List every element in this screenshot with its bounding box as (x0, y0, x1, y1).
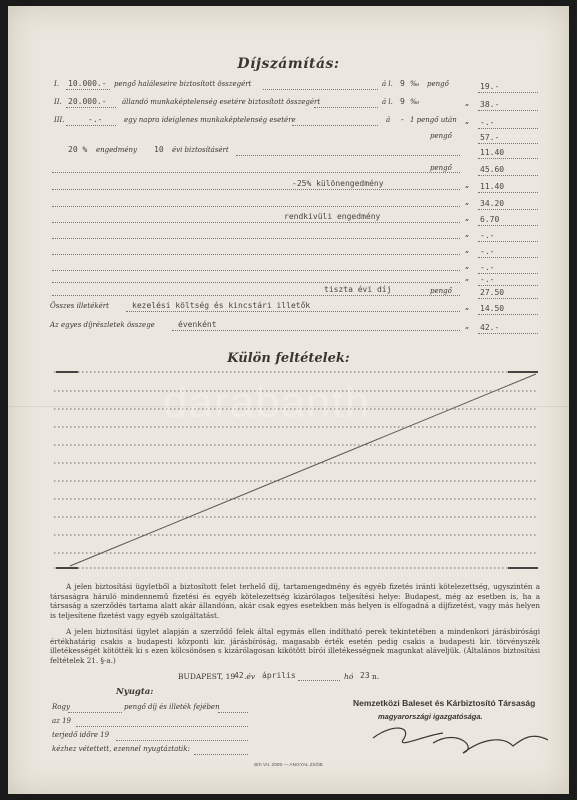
fee-row-3 (8, 116, 569, 130)
line-field (478, 213, 538, 226)
row-amount: 10.000.- (68, 79, 107, 88)
row-rate: 9 (400, 97, 405, 106)
discount-value: 11.40 (480, 148, 505, 157)
date-year: 42 (234, 671, 244, 680)
row-value-field (478, 80, 538, 93)
fees-field (478, 302, 538, 315)
paragraph-payment-place: A jelen biztosítási ügyletből a biztosított felet terhelő díj, tartamengedmény és egyéb fizetés iránti kötelezettség, ugyszintén a társaságra háruló mindennemű fizetési és egyéb kötelezettség kizárólagos teljesítési helye: Budapest, még az esetben is, ha a társaság a szerződés tartama alatt akár állandóan, akár csak egyes esetekben más helyen is elfogadná a díjfizetést, vagy más helyen is teljesítene fizetést vagy egyéb szolgáltatást. (50, 582, 540, 620)
fees-unit: „ (465, 302, 470, 311)
fees-row (8, 302, 569, 316)
installment-label: Az egyes díjrészletek összege (50, 321, 155, 329)
calc-line-2 (8, 180, 569, 194)
special-conditions-title: Külön feltételek: (227, 351, 350, 366)
row-rate-prefix: á (386, 116, 391, 124)
line-text: -25% különengedmény (292, 179, 384, 188)
calc-line-6 (8, 245, 569, 259)
line-field (478, 273, 538, 286)
receipt-label: Rogy (52, 703, 70, 711)
fees-text: kezelési költség és kincstári illetők (132, 301, 311, 310)
row-label: II. (54, 98, 62, 106)
row-value-field (478, 116, 538, 129)
row-text: pengő haláleseire biztosított összegért (114, 80, 252, 88)
discount-label1: engedmény (96, 146, 137, 154)
calc-line-1 (8, 163, 569, 177)
calc-line-5 (8, 229, 569, 243)
receipt-label: terjedő időre 19 (52, 731, 110, 739)
receipt-label: kézhez vétettett, ezennel nyugtáztatik: (52, 745, 190, 753)
installment-field (478, 321, 538, 334)
row-permille: ‰ (410, 98, 420, 106)
line-unit: pengő (430, 164, 452, 172)
row-rate: 9 (400, 79, 405, 88)
row-quote: „ (465, 116, 470, 125)
line-unit: „ (465, 261, 470, 270)
net-text: tiszta évi díj (324, 285, 392, 294)
printer-note: Brh VII. 2000 — ANGYAL ZSÓB (254, 763, 323, 768)
company-name: Nemzetközi Baleset és Kárbiztosító Társaság (353, 698, 536, 708)
company-subtitle: magyarországi igazgatósága. (378, 712, 483, 721)
date-city: BUDAPEST, 19 (178, 672, 236, 681)
date-n: n. (372, 672, 380, 681)
calc-line-4 (8, 213, 569, 227)
document-page (8, 6, 569, 794)
installment-value: 42.- (480, 323, 500, 332)
line-value: -.- (480, 247, 495, 256)
page-title: Díjszámítás: (237, 56, 340, 72)
discount-years: 10 (154, 145, 164, 154)
line-field (478, 229, 538, 242)
net-field (478, 286, 538, 299)
line-value: 45.60 (480, 165, 505, 174)
line-text: rendkivüli engedmény (284, 212, 381, 221)
calc-line-3 (8, 197, 569, 211)
line-value: -.- (480, 231, 495, 240)
discount-row (8, 146, 569, 160)
line-unit: „ (465, 213, 470, 222)
row-rate-prefix: á l. (382, 80, 393, 88)
subtotal-row (8, 131, 569, 145)
signature-icon (363, 718, 563, 763)
fee-row-2 (8, 98, 569, 112)
calc-line-8 (8, 273, 569, 287)
line-unit: „ (465, 245, 470, 254)
line-field (478, 245, 538, 258)
line-unit: „ (465, 273, 470, 282)
row-per: 1 pengő után (410, 116, 457, 124)
fee-row-1 (8, 80, 569, 94)
row-value: -.- (480, 118, 495, 127)
row-text: állandó munkaképtelenség esetére biztosított összegért (122, 98, 321, 106)
paragraph-jurisdiction: A jelen biztosítási ügylet alapján a szerződő felek által egymás ellen indítható perek tekintetében a mindenkori járásbirósági értékhatárig csakis a budapesti központi kir. járásbíróság, magasabb érték esetén pedig csakis a budapesti kir. törvényszék illetékességét kötötték ki s ezen kölcsönösen s kizárólagosan kikötött bírói illetékességnek magunkat aláveljük. (Általános biztosítási feltételek 21. §-a.) (50, 627, 540, 665)
row-value-field (478, 98, 538, 111)
line-field (478, 197, 538, 210)
row-label: I. (54, 80, 59, 88)
subtotal-value: 57.- (480, 133, 500, 142)
net-value: 27.50 (480, 288, 505, 297)
receipt-label: pengő díj és illeték fejében (124, 703, 220, 711)
row-quote: „ (465, 98, 470, 107)
date-month: április (262, 671, 296, 680)
subtotal-field (478, 131, 538, 144)
line-unit: „ (465, 197, 470, 206)
line-unit: „ (465, 180, 470, 189)
row-rate-prefix: á l. (382, 98, 393, 106)
subtotal-unit: pengő (430, 132, 452, 140)
fees-label: Összes illetékért (50, 302, 109, 310)
date-day: 23 (360, 671, 370, 680)
row-value: 38.- (480, 100, 500, 109)
discount-field (478, 146, 538, 159)
line-value: 6.70 (480, 215, 500, 224)
net-row (8, 286, 569, 300)
discount-label2: évi biztosításért (172, 146, 229, 154)
installment-text: évenként (178, 320, 217, 329)
discount-pct: 20 % (68, 145, 88, 154)
receipt-title: Nyugta: (116, 687, 154, 697)
row-unit: pengő (427, 80, 449, 88)
receipt-label: az 19 (52, 717, 71, 725)
installment-row (8, 321, 569, 335)
line-value: -.- (480, 263, 495, 272)
row-rate: - (400, 115, 405, 124)
row-amount: 20.000.- (68, 97, 107, 106)
line-value: 34.20 (480, 199, 505, 208)
row-label: III. (54, 116, 65, 124)
line-value: -.- (480, 275, 495, 284)
date-ev: .év (244, 672, 256, 681)
row-value: 19.- (480, 82, 500, 91)
net-unit: pengő (430, 287, 452, 295)
row-text: egy napra ideiglenes munkaképtelenség esetére (124, 116, 296, 124)
date-line (8, 672, 569, 686)
installment-unit: „ (465, 321, 470, 330)
fees-value: 14.50 (480, 304, 505, 313)
watermark: darabanth (163, 378, 371, 427)
line-unit: „ (465, 229, 470, 238)
row-amount: -.- (88, 115, 103, 124)
line-value: 11.40 (480, 182, 505, 191)
line-field (478, 163, 538, 176)
line-field (478, 180, 538, 193)
date-ho: hó (344, 672, 354, 681)
row-permille: ‰ (410, 80, 420, 88)
